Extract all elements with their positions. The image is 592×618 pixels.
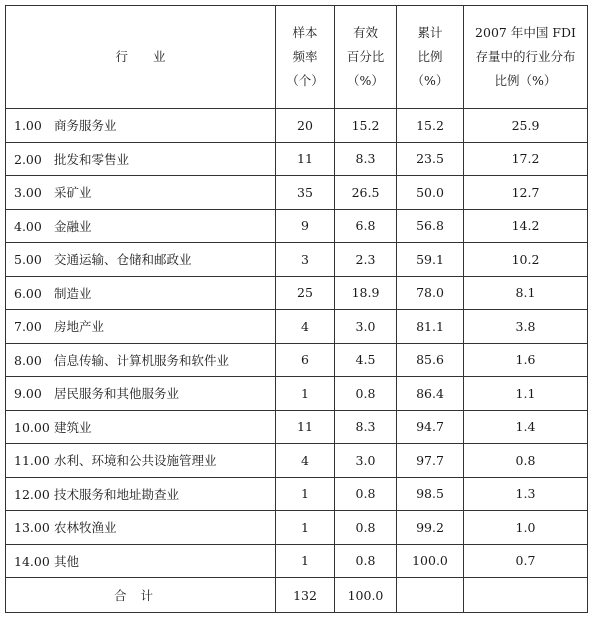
table-row	[6, 477, 588, 511]
industry-name: 批发和零售业	[54, 151, 130, 167]
valid-percent-cell: 18.9	[335, 276, 397, 310]
valid-percent-cell: 0.8	[335, 477, 397, 511]
header-industry	[6, 6, 276, 109]
table-row	[6, 511, 588, 545]
cumulative-percent-cell: 50.0	[397, 176, 464, 210]
table-row	[6, 444, 588, 478]
valid-percent-cell: 26.5	[335, 176, 397, 210]
cumulative-percent-cell: 78.0	[397, 276, 464, 310]
table-row	[6, 176, 588, 210]
fdi-share-cell: 1.4	[464, 410, 588, 444]
cumulative-percent-cell: 86.4	[397, 377, 464, 411]
industry-name: 商务服务业	[54, 118, 117, 134]
valid-percent-cell: 2.3	[335, 243, 397, 277]
industry-cell	[6, 276, 276, 310]
table-row	[6, 276, 588, 310]
header-valid-line-3: （%）	[347, 73, 384, 88]
fdi-share-cell: 1.1	[464, 377, 588, 411]
industry-name: 居民服务和其他服务业	[54, 386, 180, 402]
industry-cell	[6, 410, 276, 444]
industry-name: 制造业	[54, 285, 92, 301]
frequency-cell: 9	[276, 209, 335, 243]
total-valid-percent: 100.0	[335, 578, 397, 613]
industry-name: 信息传输、计算机服务和软件业	[54, 352, 230, 368]
frequency-cell: 20	[276, 109, 335, 143]
header-cum-line-2: 比例	[417, 49, 443, 64]
total-label: 合计	[6, 578, 276, 613]
industry-name: 房地产业	[54, 319, 105, 335]
valid-percent-cell: 8.3	[335, 142, 397, 176]
industry-cell	[6, 377, 276, 411]
industry-cell	[6, 477, 276, 511]
industry-code: 5.00	[14, 252, 42, 268]
valid-percent-cell: 3.0	[335, 444, 397, 478]
table-body	[6, 109, 588, 578]
frequency-cell: 35	[276, 176, 335, 210]
total-frequency: 132	[276, 578, 335, 613]
cumulative-percent-cell: 100.0	[397, 544, 464, 578]
industry-code: 6.00	[14, 285, 42, 301]
frequency-cell: 4	[276, 310, 335, 344]
frequency-cell: 1	[276, 544, 335, 578]
industry-cell	[6, 444, 276, 478]
header-fdi-line-2: 存量中的行业分布	[475, 49, 576, 64]
industry-code: 11.00	[14, 453, 50, 469]
cumulative-percent-cell: 81.1	[397, 310, 464, 344]
industry-code: 4.00	[14, 218, 42, 234]
industry-code: 2.00	[14, 151, 42, 167]
frequency-cell: 6	[276, 343, 335, 377]
fdi-share-cell: 1.3	[464, 477, 588, 511]
valid-percent-cell: 0.8	[335, 544, 397, 578]
industry-cell	[6, 176, 276, 210]
fdi-share-cell: 1.0	[464, 511, 588, 545]
fdi-share-cell: 8.1	[464, 276, 588, 310]
valid-percent-cell: 6.8	[335, 209, 397, 243]
industry-cell	[6, 109, 276, 143]
industry-cell	[6, 243, 276, 277]
table-row	[6, 377, 588, 411]
fdi-share-cell: 14.2	[464, 209, 588, 243]
fdi-share-cell: 10.2	[464, 243, 588, 277]
valid-percent-cell: 0.8	[335, 511, 397, 545]
fdi-share-cell: 17.2	[464, 142, 588, 176]
industry-name: 交通运输、仓储和邮政业	[54, 252, 192, 268]
industry-code: 3.00	[14, 185, 42, 201]
industry-code: 13.00	[14, 520, 50, 536]
header-cumulative-percent	[397, 6, 464, 109]
industry-cell	[6, 209, 276, 243]
frequency-cell: 3	[276, 243, 335, 277]
fdi-share-cell: 0.8	[464, 444, 588, 478]
industry-code: 9.00	[14, 386, 42, 402]
cumulative-percent-cell: 97.7	[397, 444, 464, 478]
industry-name: 其他	[54, 553, 80, 569]
fdi-share-cell: 0.7	[464, 544, 588, 578]
valid-percent-cell: 8.3	[335, 410, 397, 444]
cumulative-percent-cell: 99.2	[397, 511, 464, 545]
industry-name: 建筑业	[54, 419, 92, 435]
cumulative-percent-cell: 23.5	[397, 142, 464, 176]
industry-code: 12.00	[14, 486, 50, 502]
total-cumulative-percent	[397, 578, 464, 613]
header-valid-line-2: 百分比	[346, 49, 385, 64]
frequency-cell: 1	[276, 511, 335, 545]
table-row	[6, 343, 588, 377]
fdi-share-cell: 3.8	[464, 310, 588, 344]
cumulative-percent-cell: 85.6	[397, 343, 464, 377]
header-valid-percent	[335, 6, 397, 109]
industry-name: 采矿业	[54, 185, 92, 201]
industry-distribution-table-container	[5, 5, 588, 613]
table-row	[6, 209, 588, 243]
table-row	[6, 109, 588, 143]
industry-name: 技术服务和地址勘查业	[54, 486, 180, 502]
valid-percent-cell: 4.5	[335, 343, 397, 377]
industry-cell	[6, 511, 276, 545]
cumulative-percent-cell: 15.2	[397, 109, 464, 143]
industry-code: 1.00	[14, 118, 42, 134]
frequency-cell: 4	[276, 444, 335, 478]
fdi-share-cell: 25.9	[464, 109, 588, 143]
industry-distribution-table	[5, 5, 588, 613]
valid-percent-cell: 3.0	[335, 310, 397, 344]
industry-code: 8.00	[14, 352, 42, 368]
frequency-cell: 1	[276, 477, 335, 511]
table-row	[6, 310, 588, 344]
industry-name: 水利、环境和公共设施管理业	[54, 453, 217, 469]
header-frequency-line-2: 频率	[292, 49, 318, 64]
header-cum-line-3: （%）	[411, 73, 449, 88]
frequency-cell: 25	[276, 276, 335, 310]
frequency-cell: 11	[276, 142, 335, 176]
header-valid-line-1: 有效	[352, 25, 378, 40]
fdi-share-cell: 12.7	[464, 176, 588, 210]
header-frequency-line-1: 样本	[292, 25, 318, 40]
header-fdi-share	[464, 6, 588, 109]
cumulative-percent-cell: 98.5	[397, 477, 464, 511]
header-fdi-line-1: 2007 年中国 FDI	[475, 25, 576, 40]
cumulative-percent-cell: 56.8	[397, 209, 464, 243]
table-row	[6, 410, 588, 444]
industry-name: 农林牧渔业	[54, 520, 117, 536]
industry-code: 14.00	[14, 553, 50, 569]
table-row	[6, 142, 588, 176]
header-industry-label: 行 业	[115, 49, 166, 64]
industry-code: 10.00	[14, 419, 50, 435]
industry-code: 7.00	[14, 319, 42, 335]
header-frequency-line-3: （个）	[286, 73, 324, 88]
industry-name: 金融业	[54, 218, 92, 234]
header-frequency	[276, 6, 335, 109]
header-cum-line-1: 累计	[417, 25, 443, 40]
valid-percent-cell: 0.8	[335, 377, 397, 411]
table-row	[6, 243, 588, 277]
frequency-cell: 1	[276, 377, 335, 411]
industry-cell	[6, 310, 276, 344]
fdi-share-cell: 1.6	[464, 343, 588, 377]
frequency-cell: 11	[276, 410, 335, 444]
valid-percent-cell: 15.2	[335, 109, 397, 143]
cumulative-percent-cell: 59.1	[397, 243, 464, 277]
total-fdi-share	[464, 578, 588, 613]
header-row	[6, 6, 588, 109]
industry-cell	[6, 142, 276, 176]
header-fdi-line-3: 比例（%）	[494, 73, 557, 88]
total-row	[6, 578, 588, 613]
cumulative-percent-cell: 94.7	[397, 410, 464, 444]
table-row	[6, 544, 588, 578]
industry-cell	[6, 343, 276, 377]
industry-cell	[6, 544, 276, 578]
